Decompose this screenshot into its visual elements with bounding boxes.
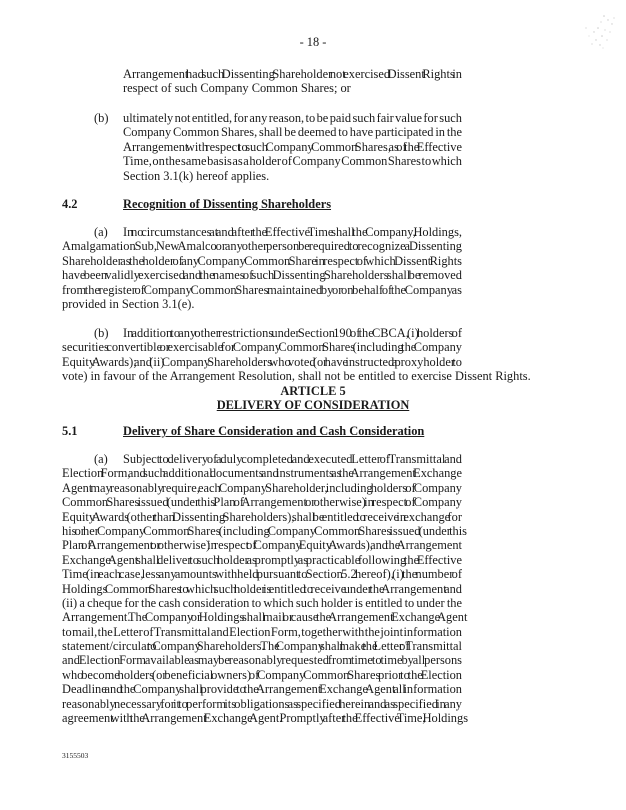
text-line: ultimately not entitled, for any reason, to be paid such fair value for such [123,111,462,125]
text-line: Arrangement with respect to such Company Common Shares, as of the Effective [123,139,462,154]
section-number: 5.1 [62,424,78,438]
item-b-paragraph [123,111,462,183]
para-a-label: (a) [94,452,108,466]
text-line: Common Shares issued (under this Plan of Arrangement or otherwise) in respect of Company [62,495,462,510]
text-line: have been validly exercised and the names of such Dissenting Shareholders shall be removed [62,268,462,283]
text-line: (ii) a cheque for the cash consideration to which such holder is entitled to under the [62,595,462,610]
text-line: Arrangement. The Company or Holdings shall mail or cause the Arrangement Exchange Agent [62,610,468,625]
text-line: to mail, the Letter of Transmittal and Election Form, together with the joint information [62,624,462,639]
article-heading [0,384,626,413]
text-line: Arrangement had such Dissenting Shareholder not exercised Dissent Rights in [123,67,462,81]
page-number: - 18 - [299,35,327,49]
text-line: Time, on the same basis as a holder of Company Common Shares to which [123,154,462,169]
text-line: vote) in favour of the Arrangement Resolution, shall not be entitled to exercise Dissent Rights. [62,369,531,384]
text-line: securities convertible or exercisable for Company Common Shares (including the Company [62,340,462,355]
article-title: DELIVERY OF CONSIDERATION [216,398,410,413]
continuation-paragraph [123,67,462,96]
item-b-label: (b) [94,111,109,125]
text-line: who become holders (or beneficial owners) of Company Common Shares prior to the Election [62,667,462,682]
text-line: respect of such Company Common Shares; or [123,81,351,96]
scan-speckle-artifact [574,10,620,56]
text-line: Company Common Shares, shall be deemed to have participated in the [123,125,462,140]
text-line: Holdings Common Shares to which such holder is entitled to receive under the Arrangement and [62,581,462,596]
section-number: 4.2 [62,197,78,211]
text-line: In no circumstances at and after the Effective Time shall the Company, Holdings, [123,225,462,239]
text-line: In addition to any other restrictions under Section 190 of the CBCA, (i) holders of [123,326,462,340]
section-4-2-para-a [62,225,462,311]
text-line: Time (in each case, less any amounts withheld pursuant to Section 5.2 hereof), (i) the number of [62,567,462,582]
text-line: Equity Awards (other than Dissenting Shareholders), shall be entitled to receive in exchange for [62,509,462,524]
text-line: Exchange Agent shall deliver to such holder as promptly as practicable following the Effective [62,552,462,567]
text-line: statement/circular to Company Shareholders. The Company shall make the Letter of Transmittal [62,639,462,654]
text-line: provided in Section 3.1(e). [62,296,195,311]
text-line: and Election Form available as may be reasonably requested from time to time by all persons [62,653,462,668]
text-line: Subject to delivery of a duly completed and executed Letter of Transmittal and [123,452,462,466]
article-number: ARTICLE 5 [280,384,346,398]
text-line: Equity Awards); and (ii) Company Shareholders who voted (or have instructed a proxyholder to [62,354,462,369]
text-line: Deadline and the Company shall provide to the Arrangement Exchange Agent all information [62,682,462,697]
text-line: Election Form, and such additional documents and instruments as the Arrangement Exchange [62,466,462,481]
text-line: agreement with the Arrangement Exchange Agent. Promptly after the Effective Time, Holdings [62,711,469,726]
text-line: his or her Company Common Shares (including Company Common Shares issued (under this [62,523,467,538]
para-a-label: (a) [94,225,108,239]
text-line: Agent may reasonably require, each Company Shareholder, including holders of Company [62,480,462,495]
text-line: reasonably necessary for it to perform its obligations as specified herein and as specified in any [62,696,462,711]
text-line: Shareholder as the holder of any Company Common Share in respect of which Dissent Rights [62,253,463,268]
section-title: Delivery of Share Consideration and Cash Consideration [123,424,425,438]
section-title: Recognition of Dissenting Shareholders [123,197,332,211]
text-line: Section 3.1(k) hereof applies. [123,168,270,183]
para-b-label: (b) [94,326,109,340]
section-4-2-para-b [62,326,531,384]
section-5-1-para-a [62,452,469,726]
text-line: from the register of Company Common Shares maintained by or on behalf of the Company as [62,282,462,297]
text-line: Plan of Arrangement or otherwise) in respect of Company Equity Awards), and the Arrangement [62,538,462,553]
text-line: Amalgamation Sub, New Amalco or any other person be required to recognize a Dissenting [62,239,462,254]
document-footer-code: 3155503 [62,751,89,760]
